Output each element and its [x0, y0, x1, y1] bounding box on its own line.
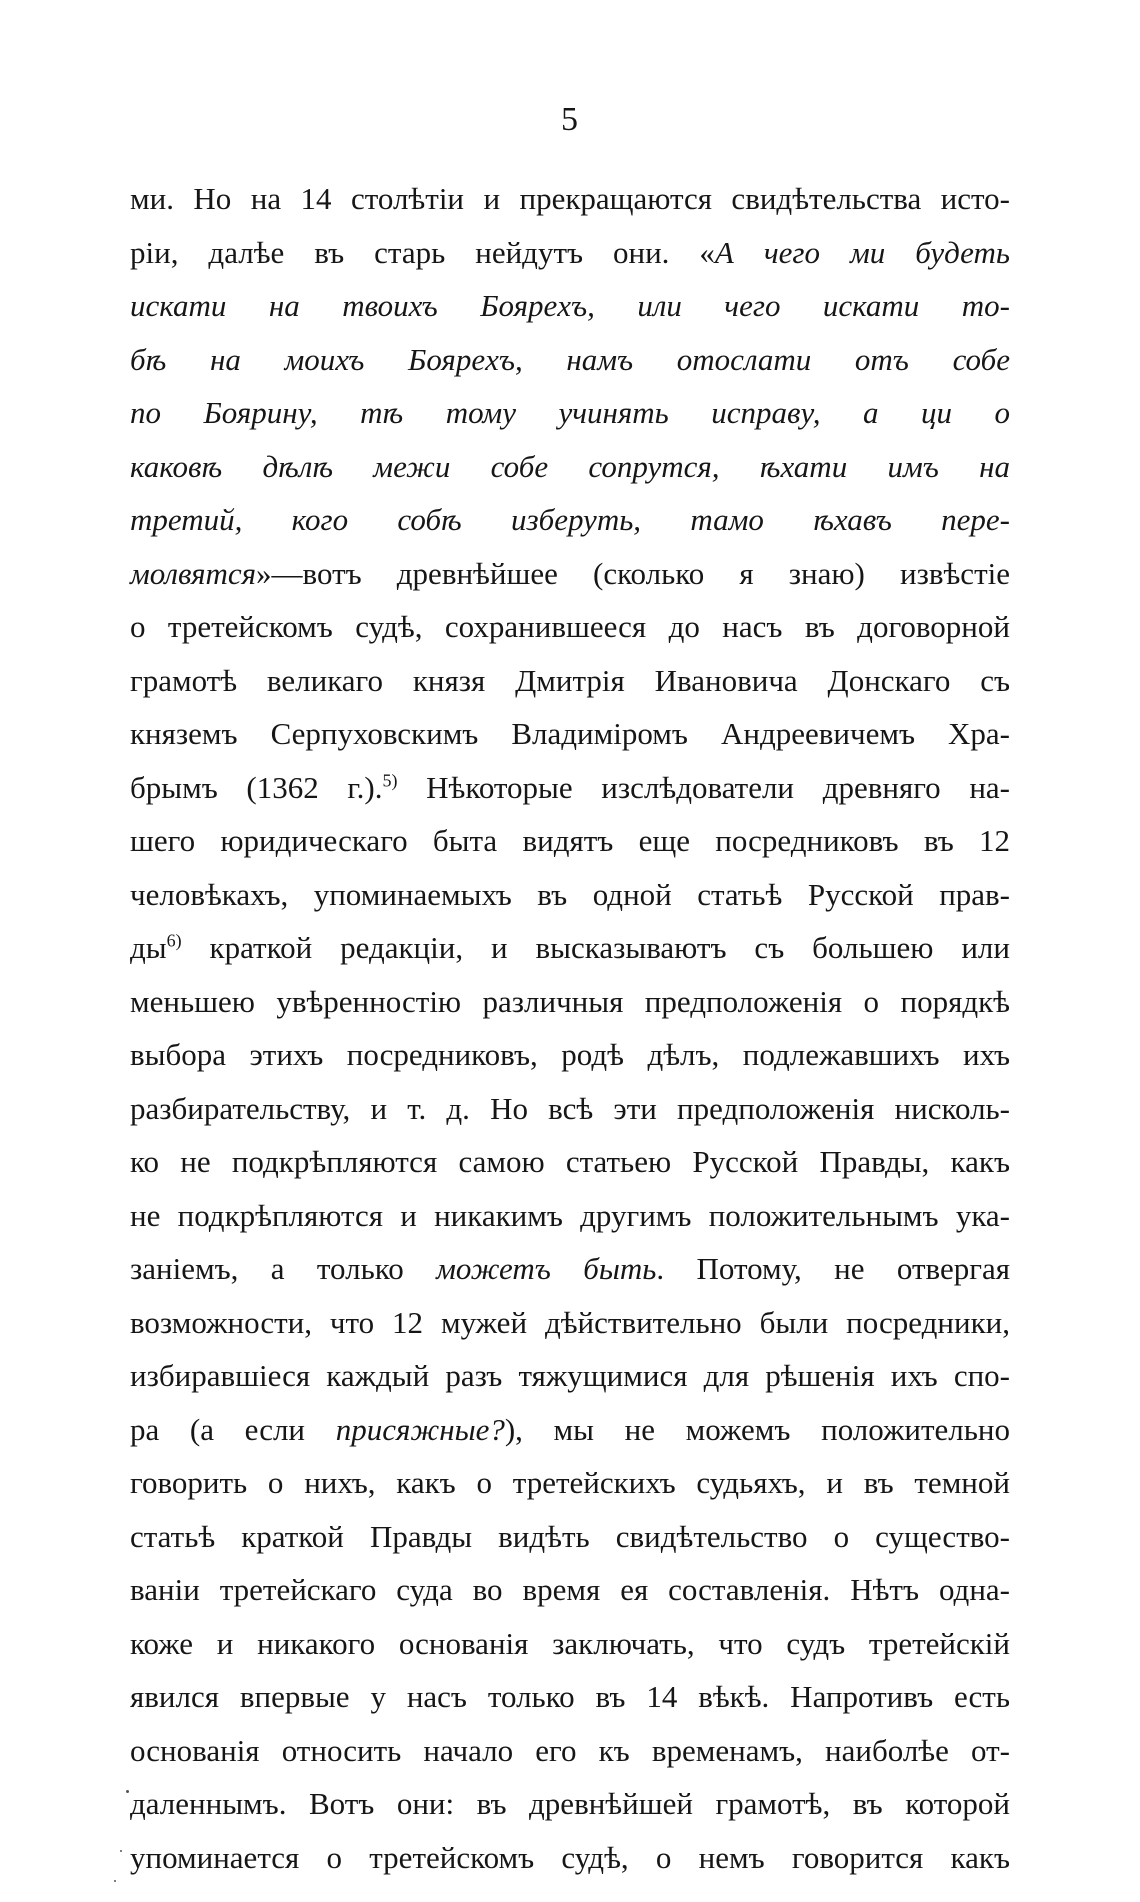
text-line: [130, 1135, 1010, 1189]
text-run: о третейскомъ судѣ, сохранившееся до насъ въ договорной: [130, 609, 1010, 644]
text-line: [130, 226, 1010, 280]
text-run: статьѣ краткой Правды видѣть свидѣтельство о существо-: [130, 1518, 1010, 1554]
text-line: [130, 1349, 1010, 1403]
italic-text: искати на твоихъ Бояреxъ, или чего искати то-: [130, 288, 1010, 323]
text-line: [130, 868, 1010, 922]
text-line: [130, 707, 1010, 761]
text-run: ко не подкрѣпляются самою статьею Русской Правды, какъ: [130, 1144, 1010, 1179]
text-run: »—вотъ древнѣйшее (сколько я знаю) извѣстіе: [256, 555, 1010, 591]
footnote-ref: 5): [382, 770, 398, 791]
italic-text: А чего ми будеть: [714, 234, 1010, 270]
text-run: ды: [130, 930, 167, 965]
text-run: говорить о нихъ, какъ о третейскихъ судьяхъ, и въ темной: [130, 1465, 1010, 1500]
text-run: ваніи третейскаго суда во время ея составленія. Нѣтъ одна-: [130, 1572, 1010, 1607]
print-speck: [114, 1880, 116, 1882]
text-run: явился впервые у насъ только въ 14 вѣкѣ. Напротивъ есть: [130, 1679, 1010, 1714]
text-line: [130, 1296, 1010, 1350]
text-line: [130, 1563, 1010, 1617]
text-line: [130, 1724, 1010, 1778]
text-run: не подкрѣпляются и никакимъ другимъ положительнымъ ука-: [130, 1197, 1010, 1233]
text-line: [130, 493, 1010, 547]
text-line: [130, 761, 1010, 815]
text-line: [130, 547, 1010, 601]
italic-text: бѣ на моихъ Бояреxъ, намъ отослати отъ собе: [130, 341, 1010, 377]
text-line: [130, 1403, 1010, 1457]
text-line: [130, 1510, 1010, 1564]
text-line: [130, 1617, 1010, 1671]
italic-text: по Боярину, тѣ тому учинять исправу, а ци о: [130, 395, 1010, 430]
text-line: [130, 440, 1010, 494]
text-run: разбирательству, и т. д. Но всѣ эти предположенія нисколь-: [130, 1090, 1010, 1126]
text-line: [130, 1456, 1010, 1510]
text-line: [130, 1242, 1010, 1296]
text-run: ), мы не можемъ положительно: [504, 1411, 1010, 1447]
text-run: шего юридическаго быта видятъ еще посредниковъ въ 12: [130, 823, 1010, 858]
text-run: заніемъ, а только: [130, 1251, 437, 1286]
italic-text: третий, кого собѣ изберуть, тамо ѣхавъ пере-: [130, 502, 1010, 537]
text-run: грамотѣ великаго князя Дмитрія Ивановича Донскаго съ: [130, 662, 1010, 698]
text-line: [130, 1831, 1010, 1885]
text-run: княземъ Серпуховскимъ Владиміромъ Андреевичемъ Хра-: [130, 716, 1010, 751]
text-line: [130, 1189, 1010, 1243]
text-run: . Потому, не отвергая: [656, 1251, 1010, 1286]
text-run: брымъ (1362 г.).: [130, 769, 383, 805]
text-line: [130, 975, 1010, 1029]
text-run: ріи, далѣе въ старь нейдутъ они. «: [130, 234, 715, 270]
body-text: [130, 172, 1010, 1884]
text-line: [130, 333, 1010, 387]
print-speck: [120, 1850, 122, 1852]
text-line: [130, 172, 1010, 226]
text-run: меньшею увѣренностію различныя предположенія о порядкѣ: [130, 983, 1010, 1019]
text-line: [130, 1082, 1010, 1136]
text-line: [130, 1777, 1010, 1831]
text-run: основанія относить начало его къ временамъ, наиболѣе от-: [130, 1732, 1010, 1768]
text-line: [130, 654, 1010, 708]
text-line: [130, 814, 1010, 868]
text-run: ра (а если: [130, 1411, 336, 1447]
text-run: Нѣкоторые изслѣдователи древняго на-: [397, 769, 1010, 805]
text-run: возможности, что 12 мужей дѣйствительно были посредники,: [130, 1304, 1010, 1340]
text-run: краткой редакціи, и высказываютъ съ большею или: [181, 930, 1010, 965]
text-line: [130, 386, 1010, 440]
page-number: 5: [561, 101, 579, 138]
text-line: [130, 1028, 1010, 1082]
text-line: [130, 1670, 1010, 1724]
print-speck: [126, 1790, 129, 1793]
italic-text: каковѣ дѣлѣ межи собе сопрутся, ѣхати имъ на: [130, 448, 1010, 484]
text-run: человѣкахъ, упоминаемыхъ въ одной статьѣ Русской прав-: [130, 876, 1010, 912]
italic-text: присяжные?: [335, 1411, 505, 1447]
text-run: коже и никакого основанія заключать, что судъ третейскій: [130, 1625, 1010, 1661]
footnote-ref: 6): [166, 930, 182, 951]
italic-text: можетъ быть: [436, 1251, 657, 1286]
text-run: упоминается о третейскомъ судѣ, о немъ говорится какъ: [130, 1839, 1010, 1875]
text-run: ми. Но на 14 столѣтіи и прекращаются свидѣтельства исто-: [130, 181, 1010, 216]
text-line: [130, 279, 1010, 333]
text-run: избиравшіеся каждый разъ тяжущимися для рѣшенія ихъ спо-: [130, 1358, 1010, 1393]
text-run: даленнымъ. Вотъ они: въ древнѣйшей грамотѣ, въ которой: [130, 1786, 1010, 1821]
text-run: выбора этихъ посредниковъ, родѣ дѣлъ, подлежавшихъ ихъ: [130, 1037, 1010, 1072]
text-line: [130, 921, 1010, 975]
italic-text: молвятся: [130, 555, 257, 591]
text-line: [130, 600, 1010, 654]
